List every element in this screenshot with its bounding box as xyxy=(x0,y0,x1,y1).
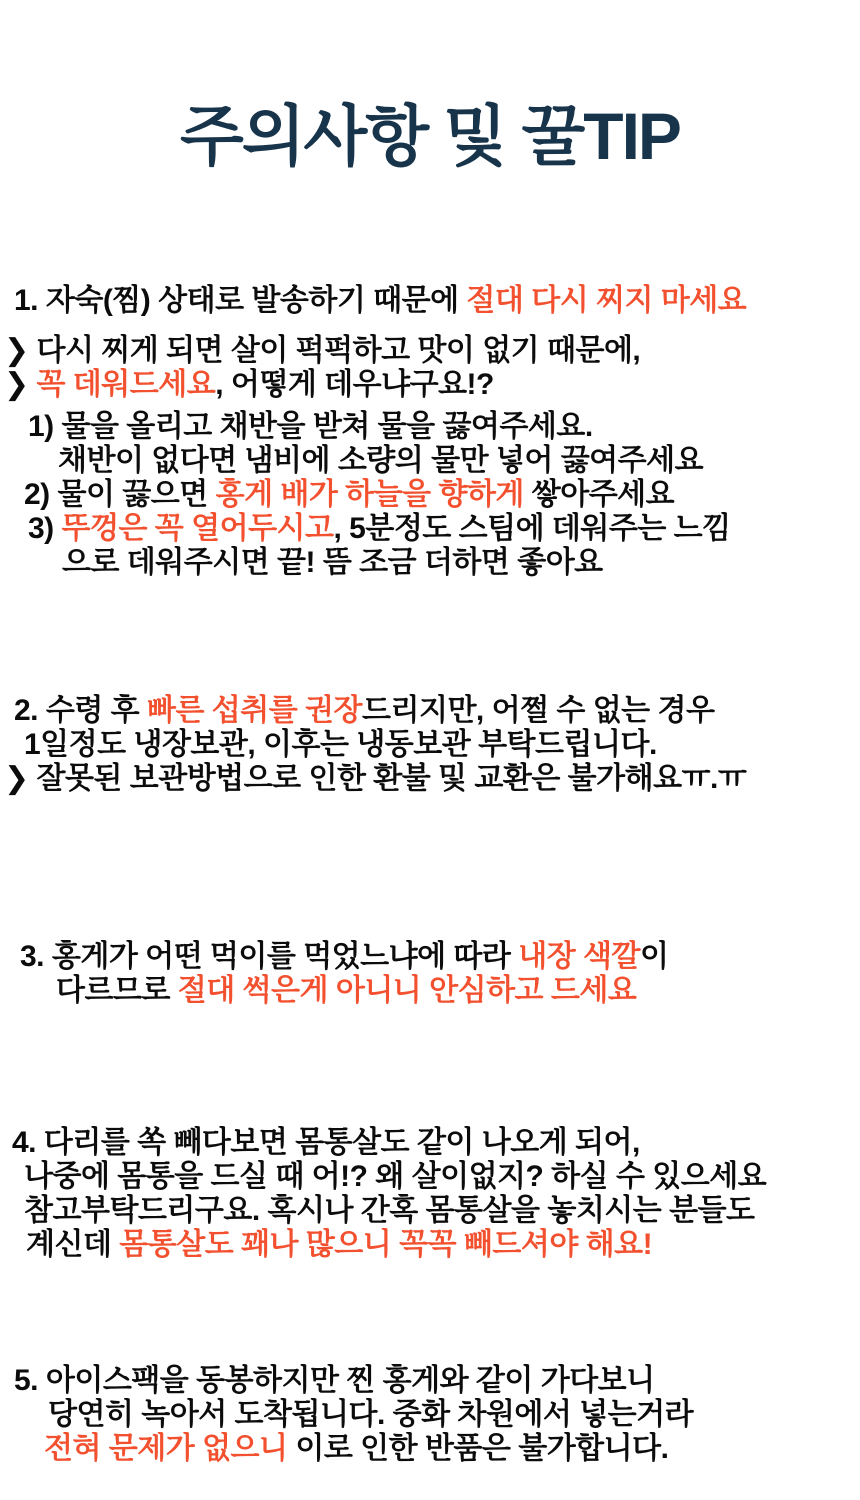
text-line xyxy=(0,444,860,478)
text-segment: 1) 물을 올리고 채반을 받쳐 물을 끓여주세요. xyxy=(28,410,593,443)
text-segment: , 어떻게 데우냐구요!? xyxy=(215,368,494,401)
section-body-meat xyxy=(0,1126,860,1262)
text-segment-accent: 빠른 섭취를 권장 xyxy=(146,694,362,727)
text-segment: 1일정도 냉장보관, 이후는 냉동보관 부탁드립니다. xyxy=(24,728,657,761)
text-segment: 참고부탁드리구요. 혹시나 간혹 몸통살을 놓치시는 분들도 xyxy=(24,1194,755,1227)
text-line xyxy=(0,1228,860,1262)
text-segment-accent: 전혀 문제가 없으니 xyxy=(44,1432,288,1465)
text-segment: ❯ xyxy=(4,368,37,401)
text-line xyxy=(0,1160,860,1194)
text-segment: 이로 인한 반품은 불가합니다. xyxy=(287,1432,669,1465)
text-segment: 채반이 없다면 냄비에 소량의 물만 넣어 끓여주세요 xyxy=(58,444,704,477)
text-segment-accent: 절대 다시 찌지 마세요 xyxy=(466,284,747,317)
text-segment: 드리지만, 어쩔 수 없는 경우 xyxy=(362,694,715,727)
text-line xyxy=(0,478,860,512)
section-ice-pack xyxy=(0,1364,860,1466)
text-line xyxy=(0,762,860,796)
text-segment: 2) 물이 끓으면 xyxy=(24,478,216,511)
text-segment: 2. 수령 후 xyxy=(14,694,147,727)
text-segment: 쌓아주세요 xyxy=(523,478,675,511)
text-segment: 4. 다리를 쏙 빼다보면 몸통살도 같이 나오게 되어, xyxy=(12,1126,640,1159)
text-line xyxy=(0,1126,860,1160)
text-line xyxy=(0,512,860,546)
section-storage-guidance xyxy=(0,694,860,796)
text-line xyxy=(0,546,860,580)
section-innards-color xyxy=(0,940,860,1008)
text-line xyxy=(0,1364,860,1398)
text-segment-accent: 내장 색깔 xyxy=(518,940,640,973)
text-line xyxy=(0,410,860,444)
text-line xyxy=(0,1432,860,1466)
text-segment-accent: 뚜껑은 꼭 열어두시고 xyxy=(61,512,334,545)
text-segment: 계신데 xyxy=(26,1228,120,1261)
text-segment: 3) xyxy=(28,512,62,545)
section-reheating-instructions xyxy=(0,284,860,580)
text-line xyxy=(0,284,860,318)
text-segment: ❯ 다시 찌게 되면 살이 퍽퍽하고 맛이 없기 때문에, xyxy=(4,334,641,367)
text-segment: , 5분정도 스팀에 데워주는 느낌 xyxy=(333,512,731,545)
text-line xyxy=(0,940,860,974)
text-segment-accent: 몸통살도 꽤나 많으니 꼭꼭 빼드셔야 해요! xyxy=(119,1228,653,1261)
text-segment: ❯ 잘못된 보관방법으로 인한 환불 및 교환은 불가해요ㅠ.ㅠ xyxy=(4,762,747,795)
text-line xyxy=(0,728,860,762)
text-segment-accent: 절대 썩은게 아니니 안심하고 드세요 xyxy=(177,974,637,1007)
text-segment: 당연히 녹아서 도착됩니다. 중화 차원에서 넣는거라 xyxy=(48,1398,694,1431)
text-segment: 다르므로 xyxy=(56,974,178,1007)
text-line xyxy=(0,368,860,402)
text-line xyxy=(0,1194,860,1228)
text-segment-accent: 홍게 배가 하늘을 향하게 xyxy=(215,478,524,511)
text-segment: 3. 홍게가 어떤 먹이를 먹었느냐에 따라 xyxy=(20,940,519,973)
text-segment: 1. 자숙(찜) 상태로 발송하기 때문에 xyxy=(14,284,467,317)
text-segment-accent: 꼭 데워드세요 xyxy=(36,368,216,401)
text-line xyxy=(0,334,860,368)
text-segment: 으로 데워주시면 끝! 뜸 조금 더하면 좋아요 xyxy=(62,546,603,579)
text-line xyxy=(0,974,860,1008)
text-segment: 이 xyxy=(640,940,669,973)
text-segment: 5. 아이스팩을 동봉하지만 찐 홍게와 같이 가다보니 xyxy=(14,1364,655,1397)
text-line xyxy=(0,1398,860,1432)
page-title: 주의사항 및 꿀TIP xyxy=(180,99,680,173)
text-segment: 나중에 몸통을 드실 때 어!? 왜 살이없지? 하실 수 있으세요 xyxy=(24,1160,767,1193)
text-line xyxy=(0,694,860,728)
